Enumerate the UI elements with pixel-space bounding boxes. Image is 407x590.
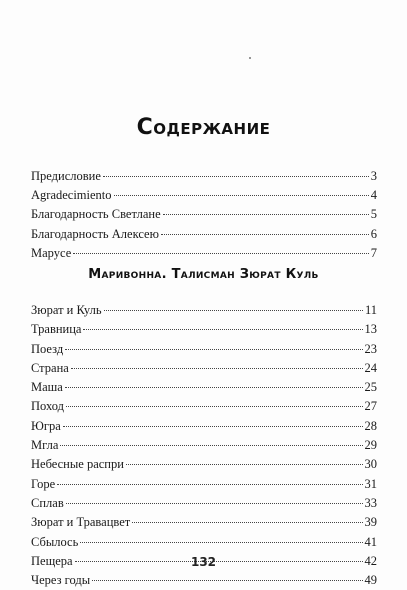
toc-entry <box>31 225 377 244</box>
dot-leader <box>63 426 363 427</box>
toc-entry-title: Маша <box>31 380 63 395</box>
toc-entry-title: Благодарность Алексею <box>31 226 159 241</box>
dot-leader <box>103 176 369 177</box>
toc-entry <box>31 533 377 552</box>
toc-entry-page: 30 <box>364 457 377 472</box>
dot-leader <box>71 368 363 369</box>
toc-entry-title: Благодарность Светлане <box>31 207 161 222</box>
dot-leader <box>60 445 362 446</box>
toc-entry-page: 41 <box>364 534 377 549</box>
toc-entry <box>31 378 377 397</box>
toc-entry-page: 11 <box>364 303 377 317</box>
toc-entry-title: Югра <box>31 418 61 433</box>
toc-entry-page: 5 <box>370 207 377 222</box>
toc-entry-page: 24 <box>364 360 377 375</box>
toc-entry-title: Горе <box>31 476 56 491</box>
toc-entry-title: Пещера <box>31 553 73 568</box>
dot-leader <box>66 503 363 504</box>
toc-entry-title: Agradecimiento <box>31 188 112 203</box>
toc-entry-page: 49 <box>364 573 377 588</box>
toc-entry <box>31 340 377 359</box>
dot-leader <box>92 580 362 581</box>
toc-entry-page: 27 <box>364 399 377 414</box>
dot-leader <box>161 234 369 235</box>
toc-entry <box>31 397 377 416</box>
dot-leader <box>83 329 362 330</box>
toc-entry <box>31 320 377 339</box>
dot-leader <box>66 406 363 407</box>
toc-entry <box>31 455 377 474</box>
toc-entry-page: 42 <box>364 553 377 568</box>
toc-entry <box>31 571 377 590</box>
section-heading: Маривонна. Талисман Зюрат Куль <box>88 267 319 282</box>
toc-entry-title: Зюрат и Куль <box>31 303 102 317</box>
dot-leader <box>65 387 363 388</box>
toc-entry <box>31 475 377 494</box>
dot-leader <box>114 195 369 196</box>
paper-speck <box>249 57 251 59</box>
toc-entry <box>31 436 377 455</box>
dot-leader <box>65 349 362 350</box>
chapter-list <box>31 301 377 590</box>
toc-entry-title: Поход <box>31 399 64 414</box>
toc-entry-page: 13 <box>364 322 377 337</box>
dot-leader <box>163 214 369 215</box>
toc-entry-page: 6 <box>370 226 377 241</box>
front-matter-list <box>31 167 377 263</box>
dot-leader <box>126 464 363 465</box>
dot-leader <box>104 310 363 311</box>
toc-entry-title: Небесные распри <box>31 457 124 472</box>
toc-entry-title: Сбылось <box>31 534 79 549</box>
toc-entry <box>31 167 377 186</box>
toc-entry-page: 29 <box>364 438 377 453</box>
toc-entry <box>31 244 377 263</box>
toc-entry-page: 28 <box>364 418 377 433</box>
toc-entry-title: Мгла <box>31 438 59 453</box>
toc-entry-page: 4 <box>370 188 377 203</box>
toc-entry-page: 39 <box>364 515 377 530</box>
toc-entry-page: 25 <box>364 380 377 395</box>
toc-entry <box>31 301 377 320</box>
contents-heading: Содержание <box>136 115 271 140</box>
toc-entry-page: 31 <box>364 476 377 491</box>
dot-leader <box>73 253 369 254</box>
dot-leader <box>80 542 362 543</box>
toc-entry-page: 33 <box>364 495 377 510</box>
toc-entry <box>31 494 377 513</box>
toc-entry-title: Через годы <box>31 573 91 588</box>
toc-entry-title: Предисловие <box>31 169 101 183</box>
toc-entry-page: 23 <box>364 341 377 356</box>
toc-entry-title: Марусе <box>31 245 72 260</box>
toc-entry-title: Зюрат и Травацвет <box>31 515 131 530</box>
toc-entry <box>31 186 377 205</box>
toc-entry-page: 3 <box>370 169 377 183</box>
toc-entry <box>31 205 377 224</box>
dot-leader <box>57 484 362 485</box>
toc-entry-title: Поезд <box>31 341 64 356</box>
toc-entry-title: Страна <box>31 360 69 375</box>
dot-leader <box>132 522 362 523</box>
toc-entry-page: 7 <box>370 245 377 260</box>
page-number: 132 <box>190 555 217 569</box>
toc-entry <box>31 359 377 378</box>
toc-entry <box>31 513 377 532</box>
toc-entry-title: Сплав <box>31 495 64 510</box>
toc-entry-title: Травница <box>31 322 82 337</box>
toc-entry <box>31 417 377 436</box>
